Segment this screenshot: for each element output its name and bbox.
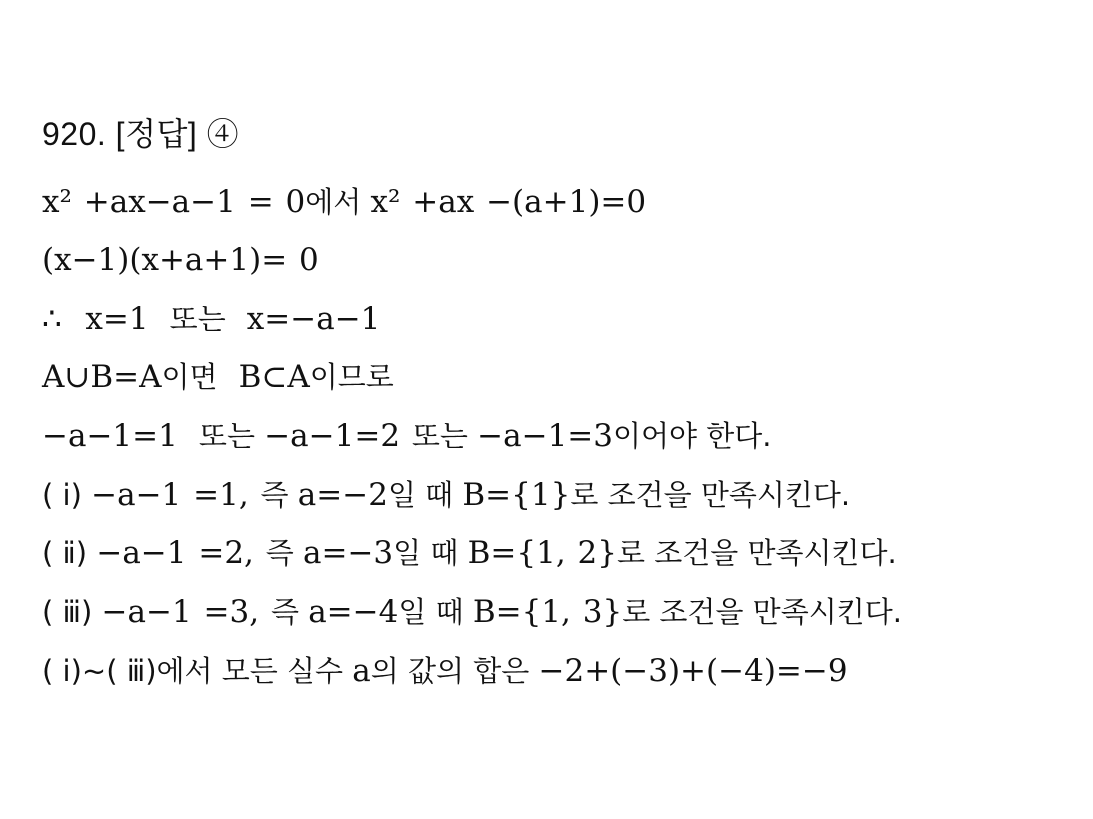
math-expression: B={1}: [462, 477, 571, 513]
korean-text: 또는: [411, 419, 478, 453]
math-expression: −a−1 =1,: [91, 477, 261, 513]
solution-line-7: [42, 531, 897, 575]
korean-text: 로 조건을 만족시킨다.: [570, 478, 851, 512]
math-expression: B⊂A: [226, 359, 310, 395]
solution-line-1: [42, 180, 646, 224]
math-expression: a: [352, 653, 371, 689]
math-expression: −a−1=3: [477, 418, 614, 454]
korean-text: 또는: [160, 302, 235, 336]
math-expression: a=−4: [308, 594, 399, 630]
korean-text: 이면: [161, 360, 227, 394]
korean-text: ( ⅰ): [42, 478, 92, 512]
math-expression: −2+(−3)+(−4)=−9: [538, 653, 848, 689]
korean-text: ( ⅱ): [42, 536, 97, 570]
korean-text: 에서: [305, 185, 371, 219]
math-expression: −a−1=2: [264, 418, 412, 454]
math-expression: x=−a−1: [234, 301, 381, 337]
math-expression: a=−3: [303, 535, 394, 571]
math-expression: x² +ax −(a+1)=0: [370, 184, 647, 220]
math-expression: B={1, 3}: [472, 594, 623, 630]
korean-text: 로 조건을 만족시킨다.: [616, 536, 897, 570]
solution-line-2: [42, 238, 319, 282]
korean-text: 의 값의 합은: [370, 654, 539, 688]
problem-header: 920. [정답] ④: [42, 116, 240, 152]
solution-line-8: [42, 590, 902, 634]
korean-text: 로 조건을 만족시킨다.: [622, 595, 902, 629]
solution-line-3: [42, 297, 380, 341]
korean-text: 즉: [270, 595, 309, 629]
math-expression: x² +ax−a−1 = 0: [42, 184, 306, 220]
math-expression: B={1, 2}: [467, 535, 617, 571]
math-expression: −a−1=1: [42, 418, 190, 454]
korean-text: 일 때: [398, 595, 473, 629]
korean-text: ( ⅲ): [42, 595, 102, 629]
math-expression: −a−1 =2,: [96, 535, 266, 571]
korean-text: 또는: [189, 419, 265, 453]
solution-line-6: [42, 473, 850, 517]
korean-text: 일 때: [393, 536, 468, 570]
solution-line-4: [42, 355, 394, 399]
korean-text: 이어야 한다.: [613, 419, 772, 453]
solution-line-5: [42, 414, 772, 458]
korean-text: ( ⅰ)~( ⅲ)에서 모든 실수: [42, 654, 353, 688]
math-expression: −a−1 =3,: [101, 594, 271, 630]
math-expression: (x−1)(x+a+1)= 0: [42, 242, 319, 278]
korean-text: 즉: [265, 536, 303, 570]
korean-text: 즉: [260, 478, 298, 512]
korean-text: 일 때: [387, 478, 463, 512]
math-expression: ∴ x=1: [42, 301, 161, 337]
korean-text: 이므로: [309, 360, 394, 394]
solution-line-9: [42, 649, 848, 693]
math-expression: a=−2: [297, 477, 388, 513]
math-expression: A∪B=A: [42, 359, 162, 395]
